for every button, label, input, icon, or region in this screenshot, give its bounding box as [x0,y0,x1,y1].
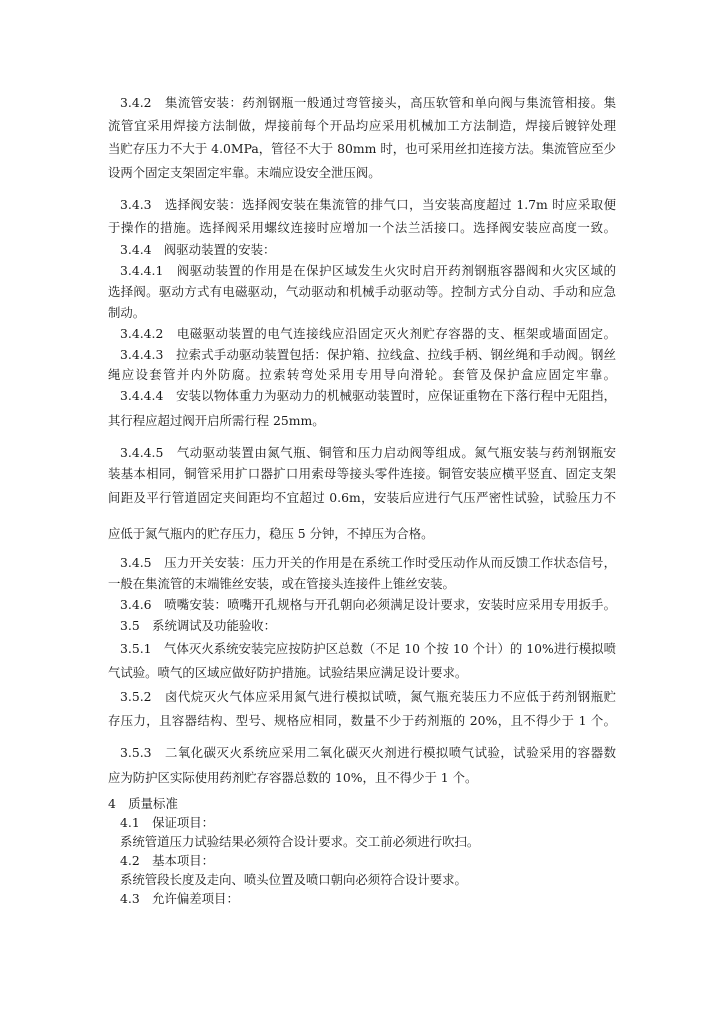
text-line: 应为防护区实际使用药剂贮存容器总数的 10%，且不得少于 1 个。 [108,770,478,785]
text-line: 制动。 [108,305,146,320]
text-line: 3.4.5 压力开关安装：压力开关的作用是在系统工作时受压动作从而反馈工作状态信号， [120,555,616,570]
section-heading: 4.2 基本项目： [120,853,215,868]
text-line: 流管宜采用焊接方法制做，焊接前每个开品均应采用机械加工方法制造，焊接后镀锌处理 [108,118,616,133]
text-line: 3.4.3 选择阀安装：选择阀安装在集流管的排气口，当安装高度超过 1.7m 时应采取便 [120,197,616,212]
section-heading: 3.5 系统调试及功能验收： [120,618,277,633]
text-line: 3.5.3 二氧化碳灭火系统应采用二氧化碳灭火剂进行模拟喷气试验，试验采用的容器数 [120,745,616,760]
text-line: 装基本相同，铜管采用扩口器扩口用索母等接头零件连接。铜管安装应横平竖直、固定支架 [108,466,616,481]
text-line: 3.4.4.2 电磁驱动装置的电气连接线应沿固定灭火剂贮存容器的支、框架或墙面固定。 [120,326,616,341]
text-line: 3.4.2 集流管安装：药剂钢瓶一般通过弯管接头，高压软管和单向阀与集流管相接。集 [120,95,616,110]
text-line: 3.4.4.5 气动驱动装置由氮气瓶、铜管和压力启动阀等组成。氮气瓶安装与药剂钢瓶安 [120,445,616,460]
text-line: 系统管段长度及走向、喷头位置及喷口朝向必须符合设计要求。 [120,872,467,887]
text-line: 绳应设套管并内外防腐。拉索转弯处采用专用导向滑轮。套管及保护盒应固定牢靠。 [108,367,616,382]
text-line: 当贮存压力不大于 4.0MPa，管径不大于 80mm 时，也可采用丝扣连接方法。集流管应至少 [108,141,616,156]
chapter-heading: 4 质量标准 [108,796,178,811]
text-line: 其行程应超过阀开启所需行程 25mm。 [108,413,325,428]
section-heading: 3.4.4 阀驱动装置的安装： [120,242,276,257]
text-line: 选择阀。驱动方式有电磁驱动，气动驱动和机械手动驱动等。控制方式分自动、手动和应急 [108,284,616,299]
text-line: 3.5.1 气体灭火系统安装完应按防护区总数（不足 10 个按 10 个计）的 10%进行模拟喷 [120,641,616,656]
text-line: 于操作的措施。选择阀采用螺纹连接时应增加一个法兰活接口。选择阀安装应高度一致。 [108,220,616,235]
text-line: 存压力，且容器结构、型号、规格应相同，数量不少于药剂瓶的 20%，且不得少于 1 个。 [108,713,616,728]
text-line: 3.5.2 卤代烷灭火气体应采用氮气进行模拟试喷，氮气瓶充装压力不应低于药剂钢瓶贮 [120,689,616,704]
text-line: 3.4.4.1 阀驱动装置的作用是在保护区域发生火灾时启开药剂钢瓶容器阀和火灾区域的 [120,263,616,278]
text-line: 间距及平行管道固定夹间距均不宜超过 0.6m，安装后应进行气压严密性试验，试验压力不 [108,490,616,505]
text-line: 气试验。喷气的区域应做好防护措施。试验结果应满足设计要求。 [108,665,468,680]
text-line: 3.4.4.4 安装以物体重力为驱动力的机械驱动装置时，应保证重物在下落行程中无阻挡， [120,388,616,403]
text-line: 一般在集流管的末端锥丝安装，或在管接头连接件上锥丝安装。 [108,576,455,591]
text-line: 3.4.6 喷嘴安装：喷嘴开孔规格与开孔朝向必须满足设计要求，安装时应采用专用扳手。 [120,597,616,612]
text-line: 应低于氮气瓶内的贮存压力，稳压 5 分钟，不掉压为合格。 [108,526,434,541]
text-line: 3.4.4.3 拉索式手动驱动装置包括：保护箱、拉线盒、拉线手柄、钢丝绳和手动阀。钢丝 [120,347,616,362]
section-heading: 4.1 保证项目： [120,815,215,830]
text-line: 系统管道压力试验结果必须符合设计要求。交工前必须进行吹扫。 [120,834,480,849]
section-heading: 4.3 允许偏差项目： [120,891,239,906]
text-line: 设两个固定支架固定牢靠。末端应设安全泄压阀。 [108,165,381,180]
